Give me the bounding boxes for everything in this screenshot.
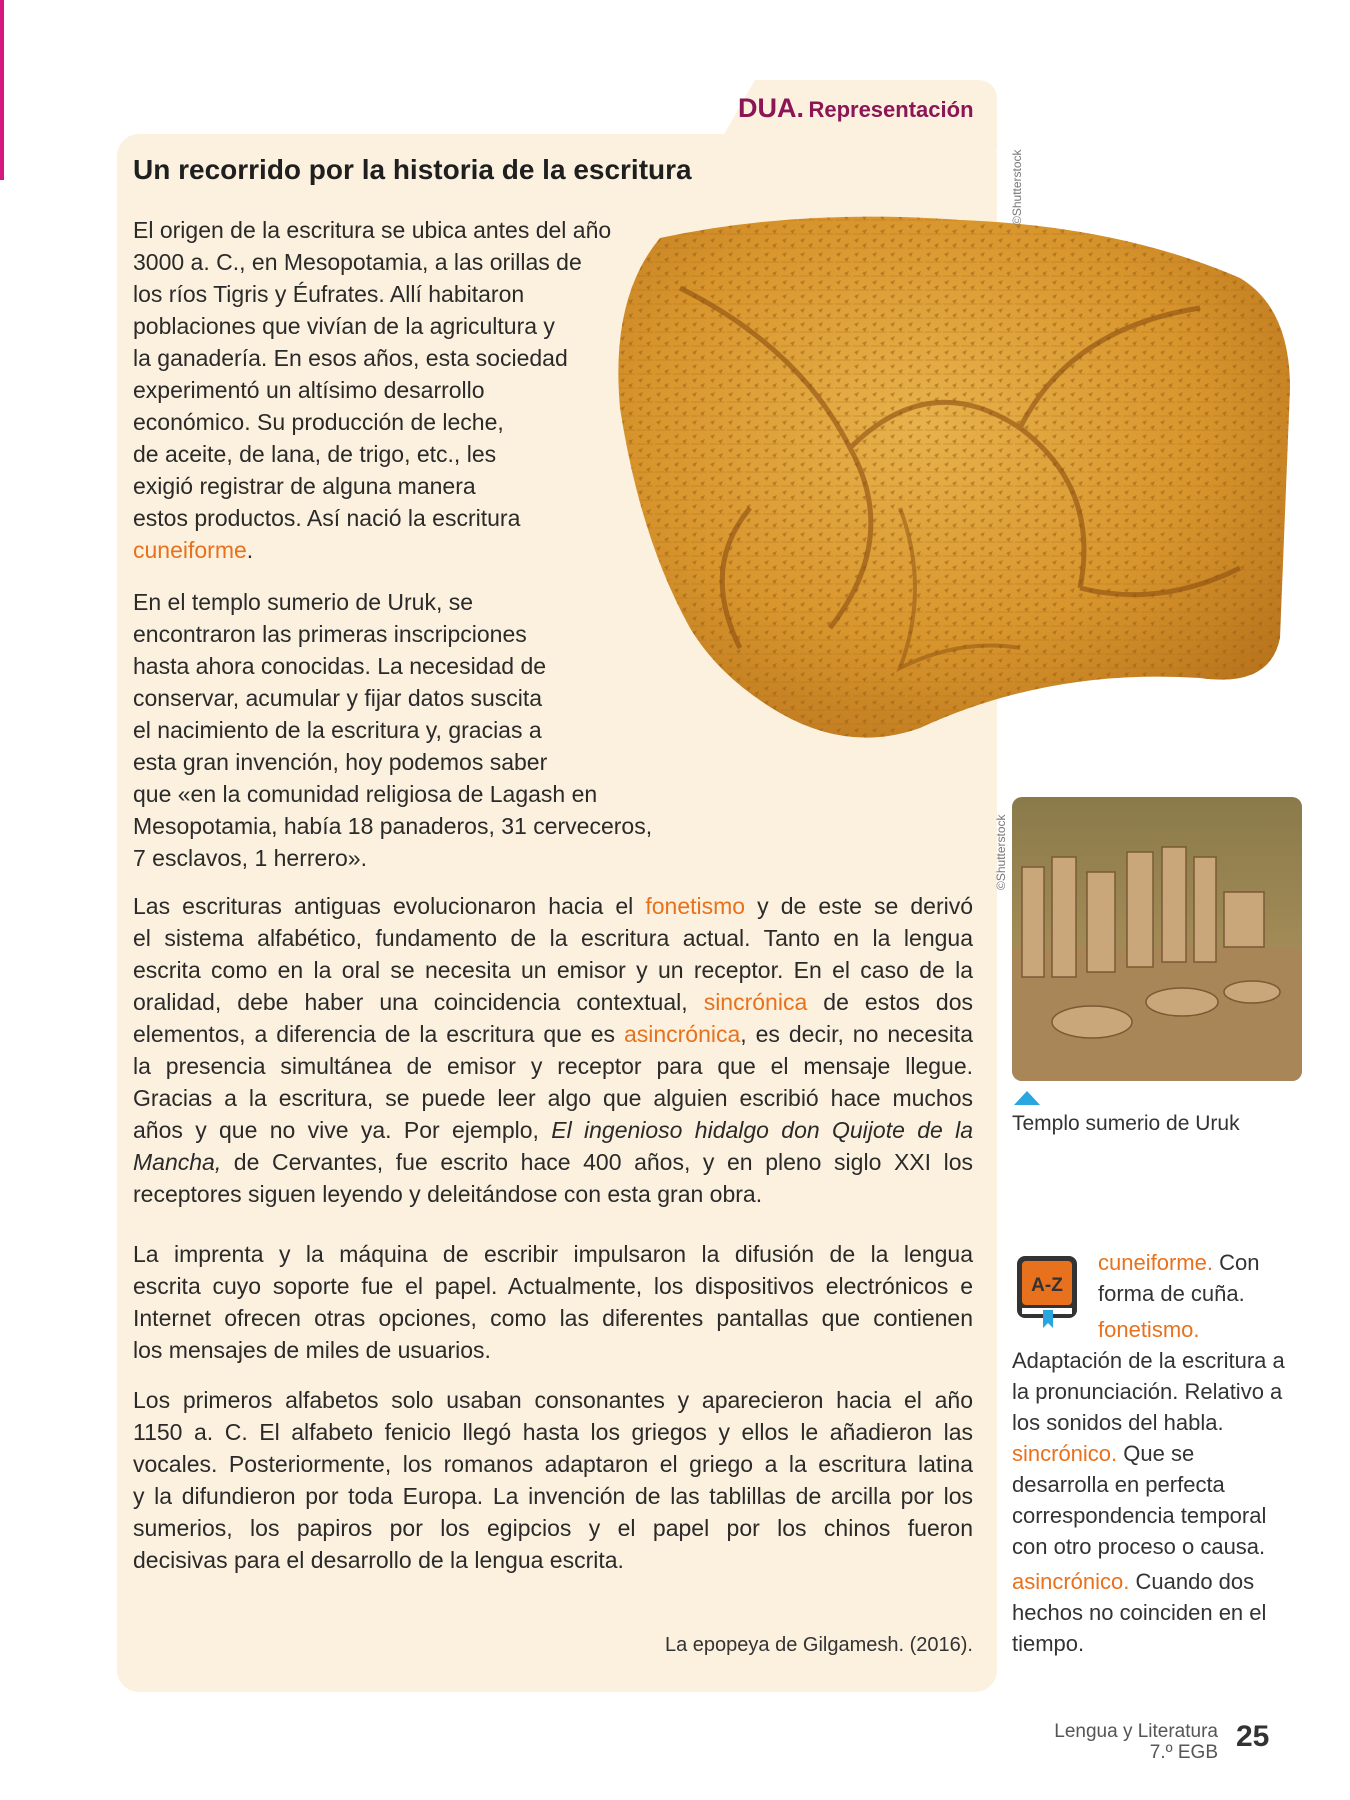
page-number: 25 [1236, 1720, 1270, 1753]
paragraph-5: Los primeros alfabetos solo usaban consonantes y aparecieron hacia el año 1150 a. C. El alfabeto fenicio llegó hasta los griegos y ellos le añadieron las vocales. Posteriormente, los romanos adaptaron el griego a la escritura latina y la difundieron por toda Europa. La invención de las tablillas de arcilla por los sumerios, los papiros por los egipcios y el papel por los chinos fueron decisivas para el desarrollo de la lengua escrita. [133, 1387, 973, 1573]
keyword-sincronica: sincrónica [703, 989, 808, 1015]
dua-label: DUA. Representación [738, 93, 974, 123]
paragraph-3: Las escrituras antiguas evolucionaron hacia el fonetismo y de este se derivó el sistema alfabético, fundamento de la escritura actual. Tanto en la lengua escrita como en la oral se necesita un emisor y un receptor. En el caso de la oralidad, debe haber una coincidencia contextual, sincrónica de estos dos elementos, a diferencia de la escritura que es asincrónica, es decir, no necesita la presencia simultánea de emisor y receptor para que el mensaje llegue. Gracias a la escritura, se puede leer algo que alguien escribió hace muchos años y que no vive ya. Por ejemplo, El ingenioso hidalgo don Quijote de la Mancha, de Cervantes, fue escrito hace 400 años, y en pleno siglo XXI los receptores siguen leyendo y deleitándose con esta gran obra. [133, 893, 974, 1207]
footer-subject: Lengua y Literatura 7.º EGB [1054, 1721, 1218, 1763]
glossary-cuneiforme: cuneiforme. Con forma de cuña. [1098, 1250, 1260, 1306]
uruk-temple-photo [1012, 797, 1302, 1081]
page-edge-bar [0, 0, 4, 180]
keyword-fonetismo: fonetismo [645, 893, 746, 919]
svg-text:A-Z: A-Z [1031, 1275, 1063, 1296]
paragraph-2: En el templo sumerio de Uruk, se encontraron las primeras inscripciones hasta ahora conocidas. La necesidad de conservar, acumular y fijar datos suscita el nacimiento de la escritura y, gracias a esta gran invención, hoy podemos saber que «en la comunidad religiosa de Lagash en Mesopotamia, había 18 panaderos, 31 cerveceros, 7 esclavos, 1 herrero». [133, 589, 653, 871]
glossary-sincronico: sincrónico. Que se desarrolla en perfecta correspondencia temporal con otro proceso o causa. [1012, 1441, 1267, 1559]
paragraph-1: El origen de la escritura se ubica antes del año 3000 a. C., en Mesopotamia, a las orillas de los ríos Tigris y Éufrates. Allí habitaron poblaciones que vivían de la agricultura y la ganadería. En esos años, esta sociedad experimentó un altísimo desarrollo económico. Su producción de leche, de aceite, de lana, de trigo, etc., les exigió registrar de alguna manera estos productos. Así nació la escritura cuneiforme. [133, 217, 612, 563]
page-title: Un recorrido por la historia de la escritura [133, 154, 692, 185]
image-credit-temple: ©Shutterstock [994, 814, 1008, 890]
keyword-asincronica: asincrónica [623, 1021, 741, 1047]
keyword-cuneiforme: cuneiforme [133, 537, 247, 563]
glossary-asincronico: asincrónico. Cuando dos hechos no coinciden en el tiempo. [1012, 1569, 1267, 1656]
source-citation: La epopeya de Gilgamesh. (2016). [665, 1634, 973, 1656]
paragraph-4: La imprenta y la máquina de escribir impulsaron la difusión de la lengua escrita cuyo soporte fue el papel. Actualmente, los dispositivos electrónicos e Internet ofrecen otras opciones, como las diferentes pantallas que contienen los mensajes de miles de usuarios. [133, 1241, 973, 1363]
image-credit-tablet: ©Shutterstock [1010, 149, 1024, 225]
cuneiform-tablet-image [600, 208, 1316, 768]
caption-arrow-icon [1014, 1091, 1040, 1105]
photo-caption: Templo sumerio de Uruk [1012, 1112, 1240, 1135]
glossary-fonetismo: fonetismo. Adaptación de la escritura a la pronunciación. Relativo a los sonidos del habla. [1012, 1317, 1285, 1435]
